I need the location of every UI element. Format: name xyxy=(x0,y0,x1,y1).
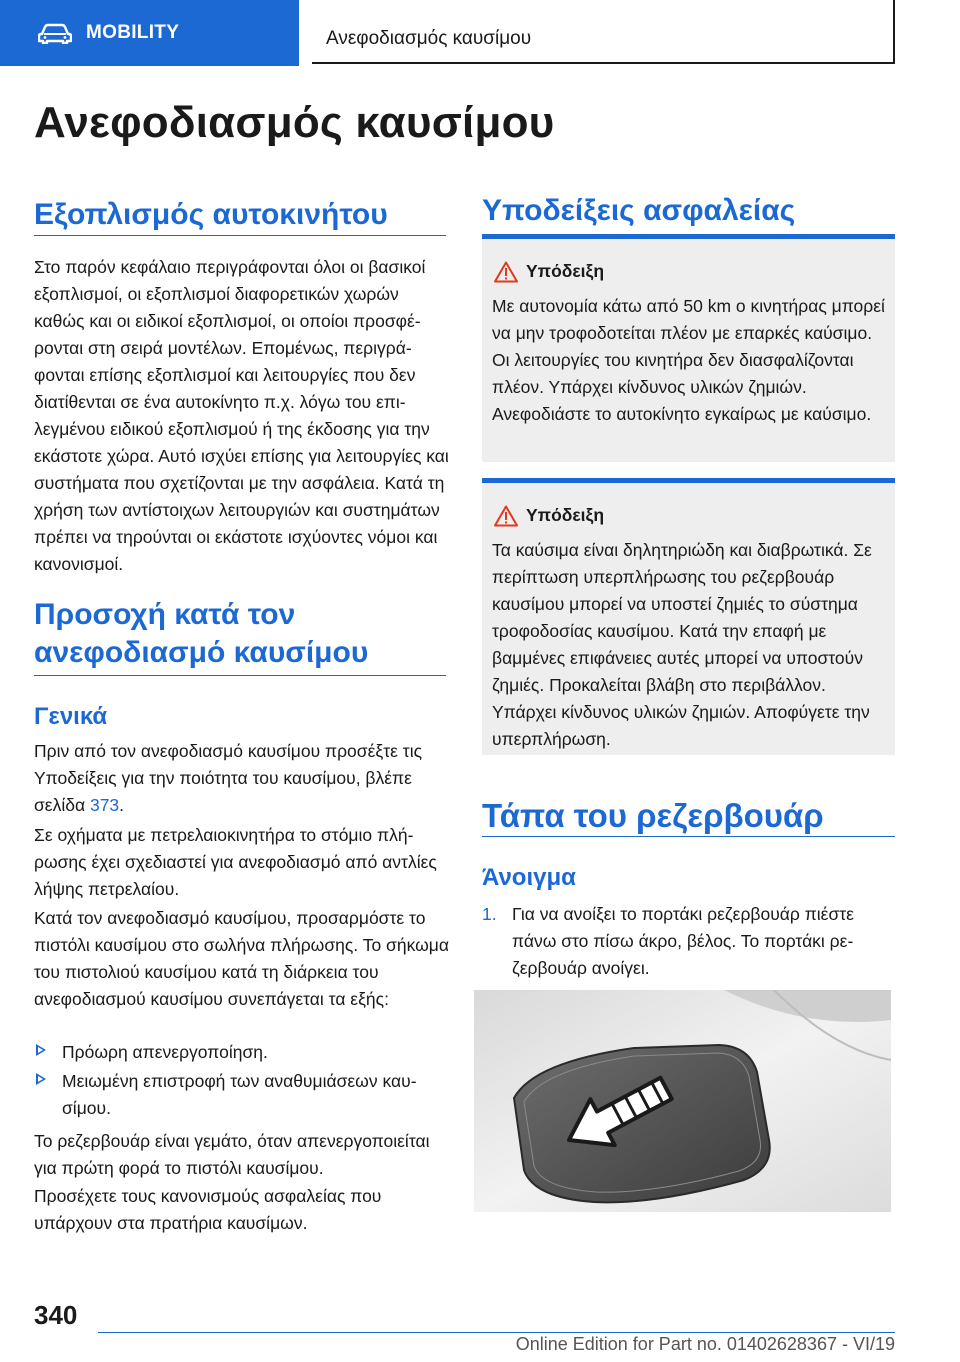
car-icon xyxy=(38,22,72,44)
equipment-heading: Εξοπλισμός αυτοκινήτου xyxy=(34,198,388,231)
equipment-rule xyxy=(34,235,446,236)
edition-text: Online Edition for Part no. 01402628367 - VI/19 xyxy=(515,1334,895,1354)
safety-heading: Υποδείξεις ασφαλείας xyxy=(482,194,796,227)
page-title: Ανεφοδιασμός καυσίμου xyxy=(34,98,555,147)
general-paragraph-1-text: Πριν από τον ανεφοδιασμό καυσίμου προσέξτε τις Υποδείξεις για την ποιότητα του καυσίμου, βλέπε σελίδα xyxy=(34,741,423,815)
page-reference-link[interactable]: 373 xyxy=(89,795,120,815)
section-tab[interactable] xyxy=(0,0,299,66)
bullet-triangle-icon xyxy=(36,1073,46,1085)
note-title: Υπόδειξη xyxy=(526,261,605,281)
opening-subheading: Άνοιγμα xyxy=(482,864,576,891)
attention-rule xyxy=(34,675,446,676)
general-paragraph-1 xyxy=(34,738,450,819)
attention-heading-line2: ανεφοδιασμό καυσίμου xyxy=(34,636,369,669)
general-paragraph-2: Σε οχήματα με πετρελαιοκινητήρα το στόμιο πλήρωσης έχει σχεδιαστεί για ανεφοδιασμό από αντλίες λήψης πετρελαίου. xyxy=(34,825,437,899)
fuel-flap-photo xyxy=(474,990,891,1212)
warning-triangle-icon xyxy=(494,261,518,283)
page-number: 340 xyxy=(34,1300,78,1330)
list-item-text: Πρόωρη απενεργοποίηση. xyxy=(62,1042,268,1062)
attention-heading-line1: Προσοχή κατά τον xyxy=(34,598,296,631)
chapter-title: Ανεφοδιασμός καυσίμου xyxy=(312,0,895,64)
step-number: 1. xyxy=(482,904,497,924)
note-box xyxy=(482,478,895,755)
general-paragraph-3: Κατά τον ανεφοδιασμό καυσίμου, προσαρμόστε το πιστόλι καυσίμου στο σωλήνα πλήρωσης. Το σήκωμα του πιστολιού καυσίμου κατά τη διάρκεια του ανεφοδιασμού καυσίμου συνεπάγεται τα εξής: xyxy=(34,908,449,1009)
section-label: MOBILITY xyxy=(86,22,180,43)
bullet-triangle-icon xyxy=(36,1044,46,1056)
general-paragraph-5: Προσέχετε τους κανονισμούς ασφαλείας που υπάρχουν στα πρατήρια καυσίμων. xyxy=(34,1186,382,1233)
note-text: Με αυτονομία κάτω από 50 km ο κινητήρας μπορεί να μην τροφοδοτείται πλέον με επαρκές καύσιμο. Οι λειτουργίες του κινητήρα δεν διασφαλίζονται πλέον. Υπάρχει κίνδυνος υλικών ζημιών. Ανεφοδιάστε το αυτοκίνητο εγκαίρως με καύσιμο. xyxy=(492,296,885,424)
general-subheading: Γενικά xyxy=(34,703,108,730)
footer-rule xyxy=(98,1332,895,1333)
fuel-flap-rule xyxy=(482,836,895,837)
step-text: Για να ανοίξει το πορτάκι ρεζερβουάρ πιέστε πάνω στο πίσω άκρο, βέλος. Το πορτάκι ρεζερβουάρ ανοίγει. xyxy=(512,904,854,978)
general-paragraph-1-end: . xyxy=(119,795,125,815)
equipment-text: Στο παρόν κεφάλαιο περιγράφονται όλοι οι βασικοί εξοπλισμοί, οι εξοπλισμοί διαφορετικών χωρών καθώς και οι ειδικοί εξοπλισμοί, οι οποίοι προσφέρονται στη σειρά μοντέλων. Επομένως, περιγράφονται επίσης εξοπλισμοί και λειτουργίες που δεν διατίθενται σε ένα αυτοκίνητο π.χ. λόγω του επιλεγμένου ειδικού εξοπλισμού ή της έκδοσης για την εκάστοτε χώρα. Αυτό ισχύει επίσης για λειτουργίες και συστήματα που σχετίζονται με την ασφάλεια. Κατά τη χρήση των αντίστοιχων λειτουργιών και συστημάτων πρέπει να τηρούνται οι εκάστοτε ισχύοντες νόμοι και κανονισμοί. xyxy=(34,257,449,574)
note-box xyxy=(482,234,895,462)
note-text: Τα καύσιμα είναι δηλητηριώδη και διαβρωτικά. Σε περίπτωση υπερπλήρωσης του ρεζερβουάρ καυσίμου μπορεί να υποστεί ζημιές το σύστημα τροφοδοσίας καυσίμου. Κατά την επαφή με βαμμένες επιφάνειες αυτές μπορεί να υποστούν ζημιές. Προκαλείται βλάβη στο περιβάλλον. Υπάρχει κίνδυνος υλικών ζημιών. Αποφύγετε την υπερπλήρωση. xyxy=(492,540,872,749)
list-item-text: Μειωμένη επιστροφή των αναθυμιάσεων καυσίμου. xyxy=(62,1071,417,1118)
note-title: Υπόδειξη xyxy=(526,505,605,525)
fuel-flap-heading: Τάπα του ρεζερβουάρ xyxy=(482,797,824,834)
general-paragraph-4: Το ρεζερβουάρ είναι γεμάτο, όταν απενεργοποιείται για πρώτη φορά το πιστόλι καυσίμου. xyxy=(34,1131,430,1178)
warning-triangle-icon xyxy=(494,505,518,527)
